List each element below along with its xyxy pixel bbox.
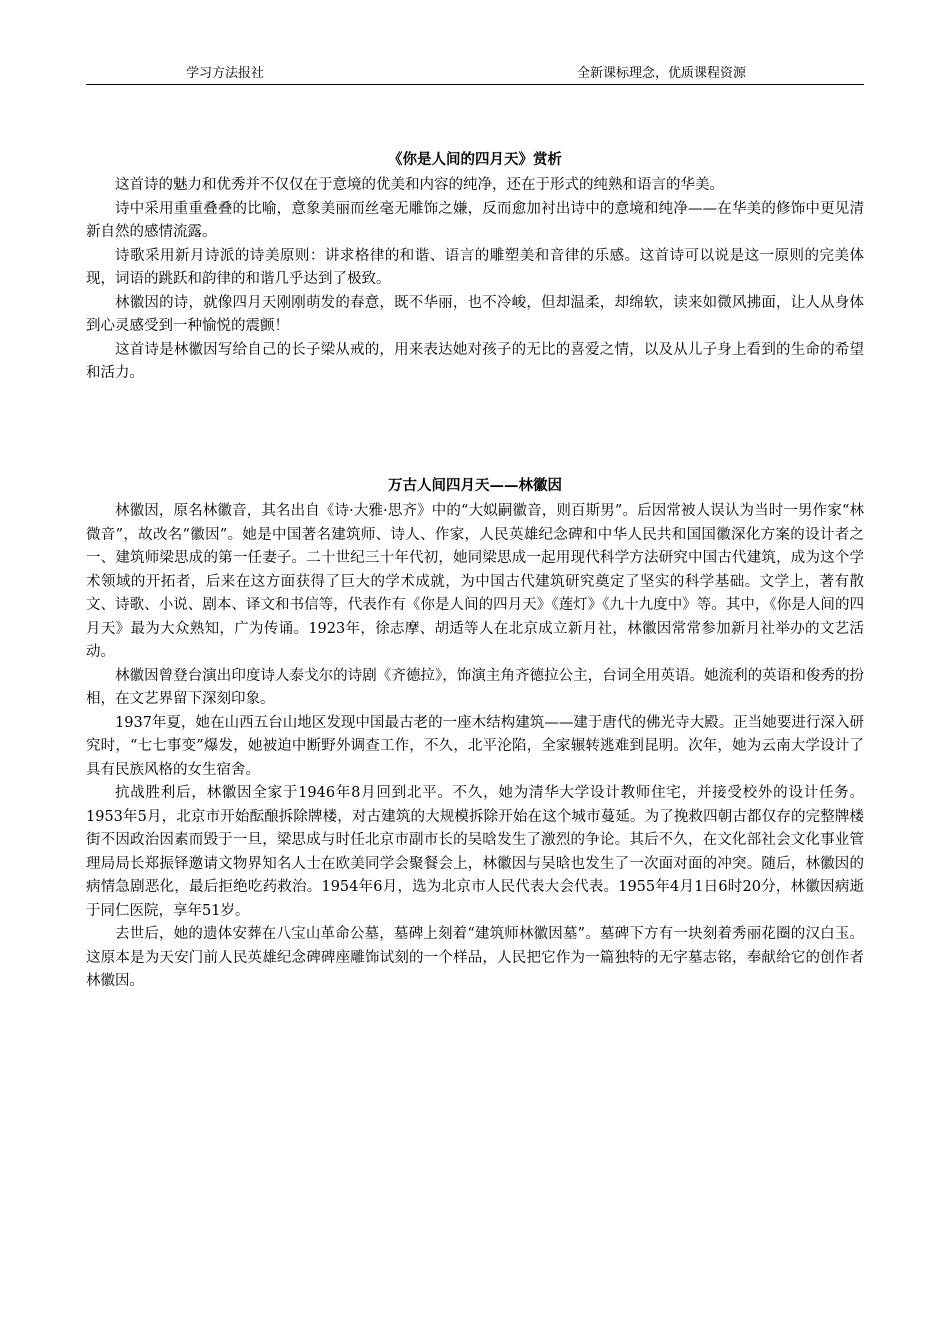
header-publisher: 学习方法报社 [186,66,265,81]
paragraph: 1937年夏，她在山西五台山地区发现中国最古老的一座木结构建筑——建于唐代的佛光寺大殿。正当她要进行深入研究时，“七七事变”爆发，她被迫中断野外调查工作，不久，北平沦陷，全家辗转逃难到昆明。次年，她为云南大学设计了具有民族风格的女生宿舍。 [86,714,864,778]
paragraph: 诗中采用重重叠叠的比喻，意象美丽而丝毫无雕饰之嫌，反而愈加衬出诗中的意境和纯净——在华美的修饰中更见清新自然的感情流露。 [86,200,864,240]
page-header [86,66,864,85]
paragraph: 这首诗的魅力和优秀并不仅仅在于意境的优美和内容的纯净，还在于形式的纯熟和语言的华美。 [115,177,724,193]
paragraph: 抗战胜利后，林徽因全家于1946年8月回到北平。不久，她为清华大学设计教师住宅，并接受校外的设计任务。1953年5月，北京市开始酝酿拆除牌楼，对古建筑的大规模拆除开始在这个城市蔓延。为了挽救四朝古都仅存的完整牌楼街不因政治因素而毁于一旦，梁思成与时任北京市副市长的吴晗发生了激烈的争论。其后不久，在文化部社会文化事业管理局局长郑振铎邀请文物界知名人士在欧美同学会聚餐会上，林徽因与吴晗也发生了一次面对面的冲突。随后，林徽因的病情急剧恶化，最后拒绝吃药救治。1954年6月，选为北京市人民代表大会代表。1955年4月1日6时20分，林徽因病逝于同仁医院，享年51岁。 [86,785,864,919]
biography-section [86,474,864,994]
paragraph: 诗歌采用新月诗派的诗美原则：讲求格律的和谐、语言的雕塑美和音律的乐感。这首诗可以说是这一原则的完美体现，词语的跳跃和韵律的和谐几乎达到了极致。 [86,247,864,287]
paragraph: 林徽因的诗，就像四月天刚刚萌发的春意，既不华丽，也不冷峻，但却温柔，却绵软，读来如微风拂面，让人从身体到心灵感受到一种愉悦的震颤！ [86,294,864,334]
header-slogan: 全新课标理念，优质课程资源 [577,66,747,81]
biography-title: 万古人间四月天——林徽因 [388,477,562,494]
poem-analysis-title: 《你是人间的四月天》赏析 [388,151,562,168]
paragraph: 林徽因曾登台演出印度诗人泰戈尔的诗剧《齐德拉》，饰演主角齐德拉公主，台词全用英语。她流利的英语和俊秀的扮相，在文艺界留下深刻印象。 [86,667,864,707]
paragraph: 这首诗是林徽因写给自己的长子梁从戒的，用来表达她对孩子的无比的喜爱之情，以及从儿子身上看到的生命的希望和活力。 [86,341,864,381]
poem-analysis-section [86,148,864,386]
paragraph: 林徽因，原名林徽音，其名出自《诗·大雅·思齐》中的“大姒嗣徽音，则百斯男”。后因常被人误认为当时一男作家“林微音”，故改名“徽因”。她是中国著名建筑师、诗人、作家，人民英雄纪念碑和中华人民共和国国徽深化方案的设计者之一、建筑师梁思成的第一任妻子。二十世纪三十年代初，她同梁思成一起用现代科学方法研究中国古代建筑，成为这个学术领域的开拓者，后来在这方面获得了巨大的学术成就，为中国古代建筑研究奠定了坚实的科学基础。文学上，著有散文、诗歌、小说、剧本、译文和书信等，代表作有《你是人间的四月天》《莲灯》《九十九度中》等。其中，《你是人间的四月天》最为大众熟知，广为传诵。1923年，徐志摩、胡适等人在北京成立新月社，林徽因常常参加新月社举办的文艺活动。 [86,503,864,660]
paragraph: 去世后，她的遗体安葬在八宝山革命公墓，墓碑上刻着“建筑师林徽因墓”。墓碑下方有一块刻着秀丽花圈的汉白玉。这原本是为天安门前人民英雄纪念碑碑座雕饰试刻的一个样品，人民把它作为一篇独特的无字墓志铭，奉献给它的创作者林徽因。 [86,926,864,989]
